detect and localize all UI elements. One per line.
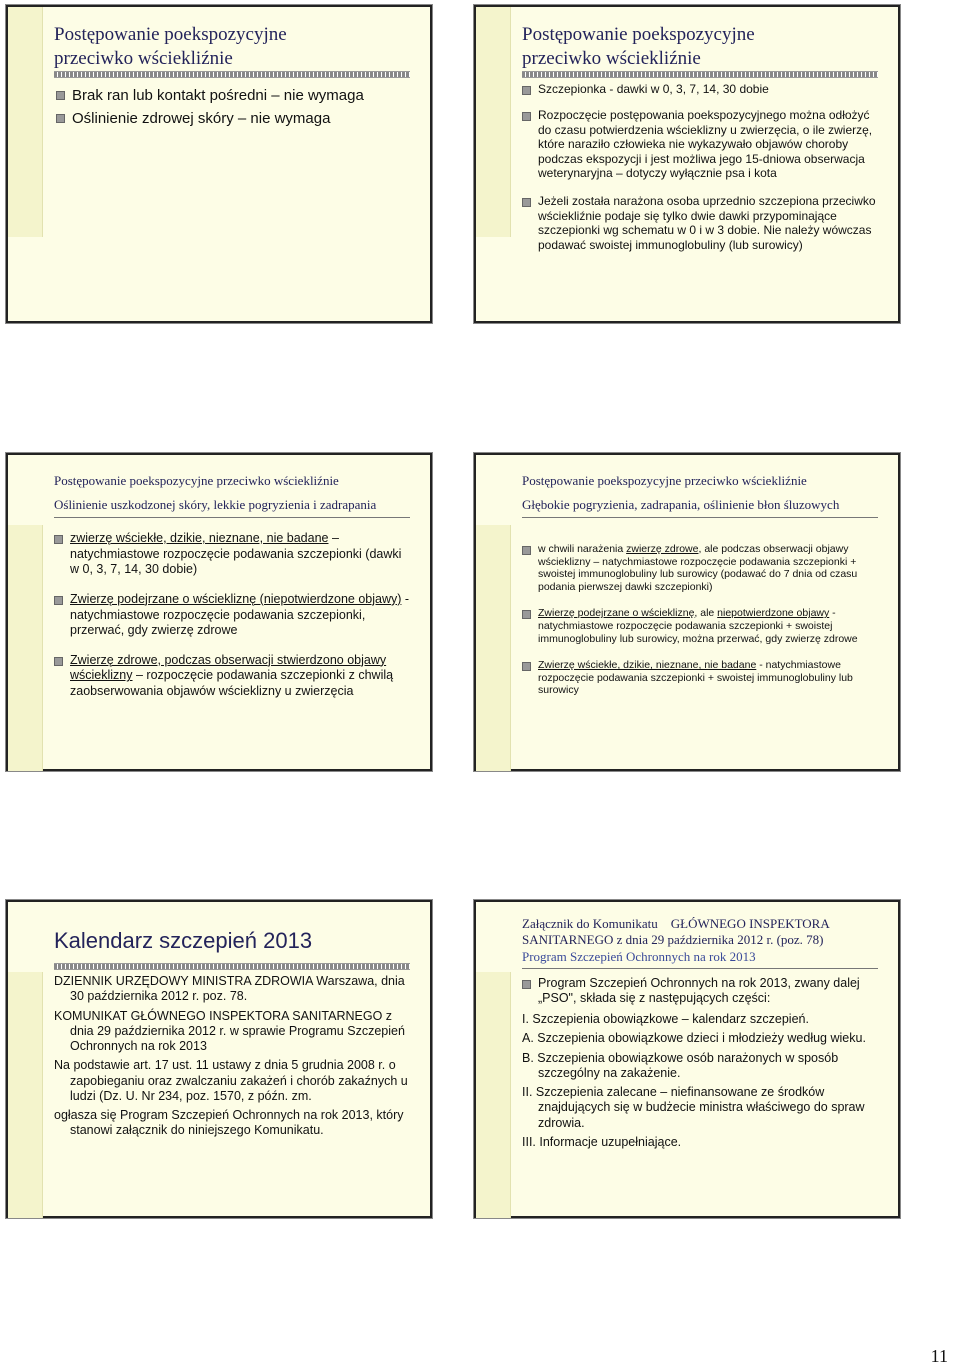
list-item xyxy=(522,976,878,1007)
bullet-icon xyxy=(522,546,531,555)
bullet-icon xyxy=(522,662,531,671)
list-item: A. Szczepienia obowiązkowe dzieci i młodzieży według wieku. xyxy=(522,1031,866,1046)
bullet-text: Jeżeli została narażona osoba uprzednio szczepiona przeciwko wściekliźnie podaje się tylko dwie dawki przypominające szczepionki wg schematu w 0 i w 3 dobie. Nie należy wówczas podawać swoistej immunoglobuliny (lub surowicy) xyxy=(538,194,876,252)
text-list xyxy=(522,1012,878,1150)
bullet-list xyxy=(54,531,410,700)
subtitle-line: Głębokie pogryzienia, zadrapania, oślinienie błon śluzowych xyxy=(522,497,840,513)
slide-2 xyxy=(474,5,900,323)
slide-1 xyxy=(6,5,432,323)
slide-title xyxy=(522,473,839,514)
slide-stripe xyxy=(8,525,43,771)
list-item xyxy=(522,82,878,96)
bullet-icon xyxy=(522,86,531,95)
list-item xyxy=(522,194,878,252)
slide-5 xyxy=(6,900,432,1218)
title-line: Postępowanie poekspozycyjne xyxy=(522,24,755,45)
bullet-icon xyxy=(54,535,63,544)
list-item xyxy=(56,85,416,108)
list-item xyxy=(522,607,878,645)
list-item: I. Szczepienia obowiązkowe – kalendarz szczepień. xyxy=(522,1012,809,1026)
title-line: Postępowanie poekspozycyjne przeciwko wściekliźnie xyxy=(522,473,807,488)
slide-stripe xyxy=(8,7,43,237)
bullet-text-underlined: zwierzę zdrowe xyxy=(626,543,699,555)
bullet-text: Program Szczepień Ochronnych na rok 2013, zwany dalej „PSO", składa się z następujących części: xyxy=(538,976,860,1006)
subtitle-line: Oślinienie uszkodzonej skóry, lekkie pogryzienia i zadrapania xyxy=(54,497,377,513)
title-rule xyxy=(54,71,410,78)
list-item: B. Szczepienia obowiązkowe osób narażonych w sposób szczególny na zakażenie. xyxy=(522,1050,839,1080)
bullet-list xyxy=(522,976,878,1007)
title-line: Postępowanie poekspozycyjne xyxy=(54,24,287,45)
bullet-icon xyxy=(56,91,65,100)
slide-title xyxy=(54,23,287,71)
bullet-text: Oślinienie zdrowej skóry – nie wymaga xyxy=(72,109,331,127)
bullet-icon xyxy=(522,112,531,121)
bullet-icon xyxy=(56,114,65,123)
bullet-icon xyxy=(522,198,531,207)
slide-stripe xyxy=(8,972,43,1218)
list-item: ogłasza się Program Szczepień Ochronnych na rok 2013, który stanowi załącznik do niniejszego Komunikatu. xyxy=(54,1108,404,1138)
slide-title xyxy=(522,916,830,965)
slide-title xyxy=(54,473,376,514)
bullet-text-underlined: zwierzę wściekłe, dzikie, nieznane, nie badane xyxy=(70,531,329,545)
title-rule xyxy=(522,968,878,969)
title-line: Postępowanie poekspozycyjne przeciwko wściekliźnie xyxy=(54,473,339,488)
title-line: przeciwko wściekliźnie xyxy=(522,47,701,69)
title-line: przeciwko wściekliźnie xyxy=(54,47,233,69)
title-line: Załącznik do Komunikatu GŁÓWNEGO INSPEKTORA xyxy=(522,916,830,931)
title-rule xyxy=(54,517,410,518)
bullet-text: - natychmiastowe rozpoczęcie podawania szczepionki + swoistej immunoglobuliny lub surowicy, można przerwać, gdy zwierzę zdrowe xyxy=(538,607,858,645)
text-list xyxy=(54,974,414,1139)
list-item xyxy=(522,659,878,697)
slide-title xyxy=(522,23,755,71)
list-item xyxy=(522,543,878,593)
slide-stripe xyxy=(476,7,511,237)
bullet-icon xyxy=(522,980,531,989)
bullet-text-underlined: Zwierzę zdrowe, podczas obserwacji stwierdzono objawy wścieklizny xyxy=(70,652,387,683)
bullet-text: Szczepionka - dawki w 0, 3, 7, 14, 30 dobie xyxy=(538,82,769,96)
list-item xyxy=(54,592,410,639)
title-line: Program Szczepień Ochronnych na rok 2013 xyxy=(522,948,756,964)
list-item: DZIENNIK URZĘDOWY MINISTRA ZDROWIA Warszawa, dnia 30 października 2012 r. poz. 78. xyxy=(54,974,405,1004)
bullet-text-underlined: Zwierzę podejrzane o wściekliznę xyxy=(538,607,695,620)
bullet-icon xyxy=(54,657,63,666)
list-item: II. Szczepienia zalecane – niefinansowane ze środków znajdujących się w budżecie ministra właściwego do spraw zdrowia. xyxy=(522,1085,865,1130)
slide-6 xyxy=(474,900,900,1218)
bullet-list xyxy=(522,543,878,697)
bullet-text: Rozpoczęcie postępowania poekspozycyjnego można odłożyć do czasu potwierdzenia wścieklizny u zwierzęcia, o ile zwierzę, które naraziło człowieka nie wykazywało objawów choroby podczas ekspozycji i jest możliwa jego 15-dniowa obserwacja weterynaryjna – dotyczy wyłącznie psa i kota xyxy=(538,108,873,180)
title-rule xyxy=(522,71,878,78)
bullet-list xyxy=(522,82,878,252)
bullet-text-underlined: niepotwierdzone objawy xyxy=(717,607,830,620)
title-rule xyxy=(54,963,410,970)
list-item xyxy=(54,531,410,578)
bullet-text-underlined: Zwierzę wściekłe, dzikie, nieznane, nie badane xyxy=(538,659,757,672)
bullet-list xyxy=(56,85,416,130)
bullet-text: - natychmiastowe rozpoczęcie podawania szczepionki, przerwać, gdy zwierzę zdrowe xyxy=(70,591,410,638)
list-item: III. Informacje uzupełniające. xyxy=(522,1134,682,1149)
bullet-text: , ale xyxy=(694,607,718,620)
list-item: Na podstawie art. 17 ust. 11 ustawy z dnia 5 grudnia 2008 r. o zapobieganiu oraz zwalczaniu zakażeń i chorób zakaźnych u ludzi (Dz. U. Nr 234, poz. 1570, z późn. zm. xyxy=(54,1058,408,1103)
bullet-icon xyxy=(522,610,531,619)
bullet-text: – rozpoczęcie podawania szczepionki z chwilą zaobserwowania objawów wścieklizny u zwierzęcia xyxy=(70,668,394,698)
bullet-text-underlined: Zwierzę podejrzane o wściekliznę (niepotwierdzone objawy) xyxy=(70,591,402,606)
list-item xyxy=(56,108,416,131)
slide-stripe xyxy=(476,525,511,771)
slide-title: Kalendarz szczepień 2013 xyxy=(54,928,313,953)
bullet-text: - natychmiastowe rozpoczęcie podawania szczepionki + swoistej immunoglobuliny lub surowicy xyxy=(538,659,853,697)
slide-4 xyxy=(474,453,900,771)
slide-stripe xyxy=(476,972,511,1218)
list-item xyxy=(54,653,410,700)
bullet-text: Brak ran lub kontakt pośredni – nie wymaga xyxy=(72,87,364,104)
title-rule xyxy=(522,517,878,518)
bullet-text: w chwili narażenia xyxy=(538,543,627,555)
title-line: SANITARNEGO z dnia 29 października 2012 r. (poz. 78) xyxy=(522,932,824,948)
list-item: KOMUNIKAT GŁÓWNEGO INSPEKTORA SANITARNEGO z dnia 29 października 2012 r. w sprawie Programu Szczepień Ochronnych na rok 2013 xyxy=(54,1008,405,1053)
page-number: 11 xyxy=(930,1346,948,1366)
bullet-icon xyxy=(54,596,63,605)
bullet-text: – natychmiastowe rozpoczęcie podawania szczepionki (dawki w 0, 3, 7, 14, 30 dobie) xyxy=(70,531,402,577)
slide-3 xyxy=(6,453,432,771)
list-item xyxy=(522,108,878,180)
bullet-text: , ale podczas obserwacji objawy wścieklizny – natychmiastowe rozpoczęcie podawania szczepionki + swoistej immunoglobuliny lub surowicy (podawać do 7 dnia od czasu podania pierwszej dawki szczepionki) xyxy=(538,543,858,593)
